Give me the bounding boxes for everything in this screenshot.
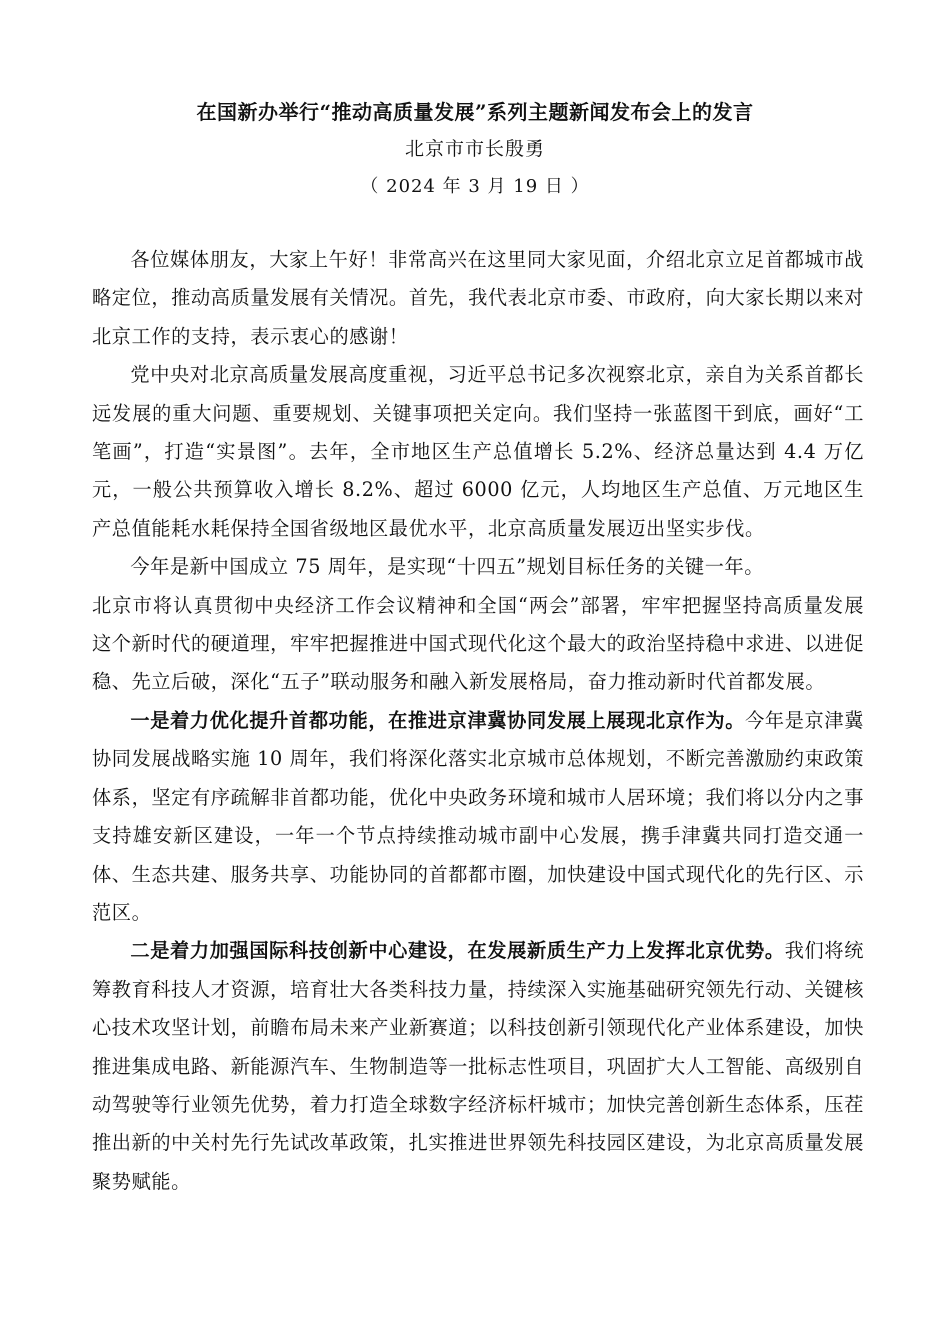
paragraph-text: 我们将统筹教育科技人才资源，培育壮大各类科技力量，持续深入实施基础研究领先行动、关键核心技术攻坚计划，前瞻布局未来产业新赛道；以科技创新引领现代化产业体系建设，加快推进集成电路、新能源汽车、生物制造等一批标志性项目，巩固扩大人工智能、高级别自动驾驶等行业领先优势，着力打造全球数字经济标杆城市；加快完善创新生态体系，压茬推出新的中关村先行先试改革政策，扎实推进世界领先科技园区建设，为北京高质量发展聚势赋能。: [92, 939, 864, 1193]
document-author: 北京市市长殷勇: [404, 138, 545, 160]
paragraph-lead: 二是着力加强国际科技创新中心建设，在发展新质生产力上发挥北京优势。: [130, 939, 785, 963]
document-date: （ 2024 年 3 月 19 日 ）: [360, 176, 590, 197]
paragraph-text: 今年是新中国成立 75 周年，是实现“十四五”规划目标任务的关键一年。: [130, 555, 765, 579]
paragraph-this-year-continued: [92, 587, 864, 702]
document-body: [92, 241, 864, 1201]
document-title: 在国新办举行“推动高质量发展”系列主题新闻发布会上的发言: [196, 100, 754, 124]
paragraph-text: 今年是京津冀协同发展战略实施 10 周年，我们将深化落实北京城市总体规划，不断完善激励约束政策体系，坚定有序疏解非首都功能，优化中央政务环境和城市人居环境；我们将以分内之事支持雄安新区建设，一年一个节点持续推动城市副中心发展，携手津冀共同打造交通一体、生态共建、服务共享、功能协同的首都都市圈，加快建设中国式现代化的先行区、示范区。: [92, 708, 864, 924]
paragraph-greeting: [92, 241, 864, 356]
paragraph-this-year: [92, 548, 864, 586]
paragraph-text: 党中央对北京高质量发展高度重视，习近平总书记多次视察北京，亲自为关系首都长远发展的重大问题、重要规划、关键事项把关定向。我们坚持一张蓝图干到底，画好“工笔画”，打造“实景图”。去年，全市地区生产总值增长 5.2%、经济总量达到 4.4 万亿元，一般公共预算收入增长 8.2%、超过 6000 亿元，人均地区生产总值、万元地区生产总值能耗水耗保持全国省级地区最优水平，北京高质量发展迈出坚实步伐。: [92, 363, 864, 540]
paragraph-point-one: [92, 702, 864, 932]
paragraph-text: 北京市将认真贯彻中央经济工作会议精神和全国“两会”部署，牢牢把握坚持高质量发展这个新时代的硬道理，牢牢把握推进中国式现代化这个最大的政治坚持稳中求进、以进促稳、先立后破，深化“五子”联动服务和融入新发展格局，奋力推动新时代首都发展。: [92, 593, 864, 694]
paragraph-text: 各位媒体朋友，大家上午好！非常高兴在这里同大家见面，介绍北京立足首都城市战略定位，推动高质量发展有关情况。首先，我代表北京市委、市政府，向大家长期以来对北京工作的支持，表示衷心的感谢！: [92, 248, 864, 348]
paragraph-achievements: [92, 356, 864, 548]
paragraph-lead: 一是着力优化提升首都功能，在推进京津冀协同发展上展现北京作为。: [130, 708, 746, 732]
paragraph-point-two: [92, 932, 864, 1201]
